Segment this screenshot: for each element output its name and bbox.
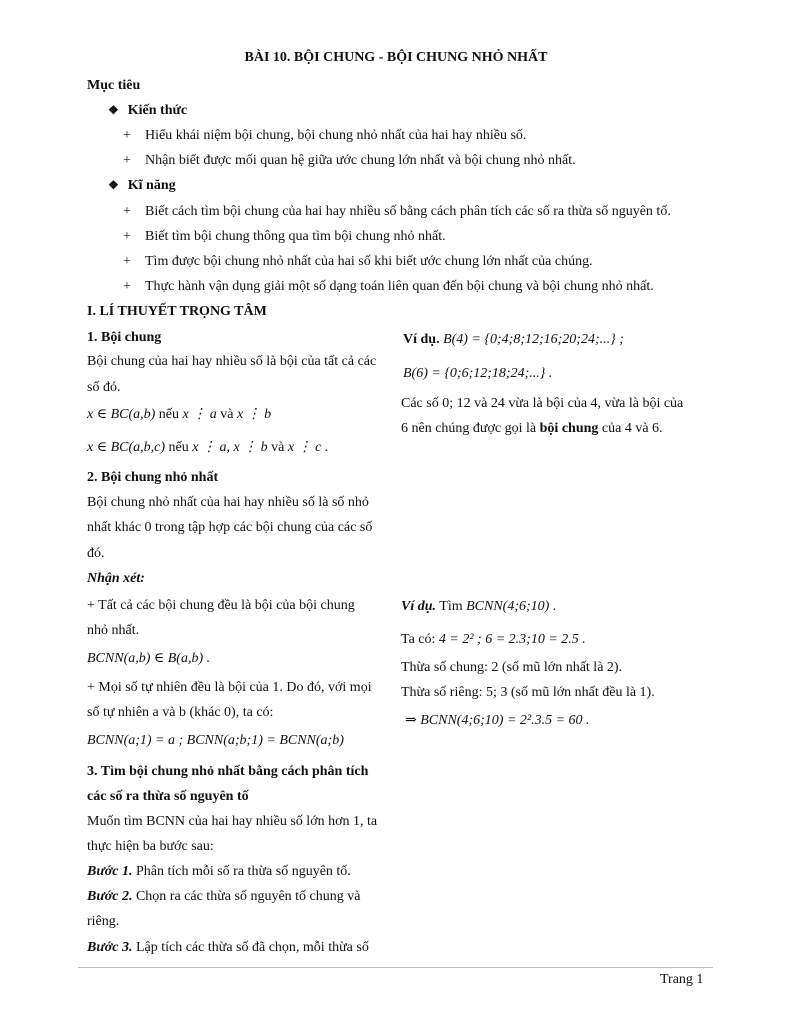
skills-item-text: Tìm được bội chung nhỏ nhất của hai số khi biết ước chung lớn nhất của chúng. xyxy=(145,254,593,269)
skills-item-text: Biết tìm bội chung thông qua tìm bội chung nhỏ nhất. xyxy=(145,229,446,244)
plus-bullet-icon: + xyxy=(123,204,131,219)
formula-part: x ⋮ c . xyxy=(287,440,329,455)
step-2 xyxy=(87,889,360,905)
formula-part: x ∈ BC(a,b) xyxy=(87,407,156,422)
formula-bc-two xyxy=(87,406,271,423)
example-text-part: của 4 và 6. xyxy=(601,421,663,436)
section-heading: I. LÍ THUYẾT TRỌNG TÂM xyxy=(87,304,267,319)
remark-line: + Tất cả các bội chung đều là bội của bội chung xyxy=(87,598,355,613)
formula-part: và xyxy=(220,407,234,422)
skills-item-text: Thực hành vận dụng giải một số dạng toán liên quan đến bội chung và bội chung nhỏ nhất. xyxy=(145,279,654,294)
lesson-title: BÀI 10. BỘI CHUNG - BỘI CHUNG NHỎ NHẤT xyxy=(244,50,548,65)
step-label: Bước 3. xyxy=(87,940,133,955)
formula-factorization: 4 = 2² ; 6 = 2.3;10 = 2.5 . xyxy=(438,632,586,647)
remark-line: + Mọi số tự nhiên đều là bội của 1. Do đó, với mọi xyxy=(87,680,372,695)
diamond-bullet-icon: ❖ xyxy=(108,178,119,192)
example-text-part: Ta có: xyxy=(401,632,436,647)
skills-item xyxy=(123,279,654,295)
objectives-heading: Mục tiêu xyxy=(87,78,141,93)
plus-bullet-icon: + xyxy=(123,229,131,244)
example-text xyxy=(401,421,663,437)
knowledge-heading xyxy=(108,103,187,119)
definition-line: Bội chung nhỏ nhất của hai hay nhiều số là số nhỏ xyxy=(87,495,369,510)
formula-part: x ⋮ b xyxy=(236,407,272,422)
formula-part: nếu xyxy=(168,440,189,455)
plus-bullet-icon: + xyxy=(123,254,131,269)
heading-lcm-method: 3. Tìm bội chung nhỏ nhất bằng cách phân tích xyxy=(87,764,369,779)
plus-bullet-icon: + xyxy=(123,153,131,168)
step-3 xyxy=(87,940,369,956)
skills-item xyxy=(123,204,671,220)
knowledge-heading-label: Kiến thức xyxy=(127,103,188,118)
example-text: Các số 0; 12 và 24 vừa là bội của 4, vừa là bội của xyxy=(401,396,684,411)
example-2-separate: Thừa số riêng: 5; 3 (số mũ lớn nhất đều là 1). xyxy=(401,685,655,700)
example-label: Ví dụ. xyxy=(401,599,437,614)
footer-divider xyxy=(78,967,713,968)
formula-multiples-4: B(4) = {0;4;8;12;16;20;24;...} ; xyxy=(443,332,624,347)
example-2-factorization xyxy=(401,632,586,648)
definition-line: Bội chung của hai hay nhiều số là bội của tất cả các xyxy=(87,354,377,369)
knowledge-item xyxy=(123,128,526,144)
remark-heading: Nhận xét: xyxy=(87,571,145,586)
remark-line: số tự nhiên a và b (khác 0), ta có: xyxy=(87,705,274,720)
skills-heading-label: Kĩ năng xyxy=(127,178,176,193)
example-text-part: Tìm xyxy=(439,599,463,614)
method-line: thực hiện ba bước sau: xyxy=(87,839,214,854)
example-2-common: Thừa số chung: 2 (số mũ lớn nhất là 2). xyxy=(401,660,623,675)
knowledge-item-text: Nhận biết được mối quan hệ giữa ước chung lớn nhất và bội chung nhỏ nhất. xyxy=(145,153,576,168)
knowledge-item xyxy=(123,153,576,169)
definition-line: đó. xyxy=(87,546,105,561)
example-label: Ví dụ. xyxy=(403,332,440,347)
step-text: Chọn ra các thừa số nguyên tố chung và xyxy=(135,889,361,904)
step-text: Lập tích các thừa số đã chọn, mỗi thừa số xyxy=(135,940,369,955)
step-text: Phân tích mỗi số ra thừa số nguyên tố. xyxy=(135,864,351,879)
knowledge-item-text: Hiểu khái niệm bội chung, bội chung nhỏ nhất của hai hay nhiều số. xyxy=(145,128,527,143)
definition-line: số đó. xyxy=(87,380,121,395)
formula-lcm-multiple: BCNN(a,b) ∈ B(a,b) . xyxy=(87,651,211,666)
example-1-line xyxy=(403,332,624,348)
formula-lcm-result: ⇒ BCNN(4;6;10) = 2².3.5 = 60 . xyxy=(405,713,590,728)
plus-bullet-icon: + xyxy=(123,279,131,294)
example-text-bold: bội chung xyxy=(539,421,599,436)
formula-part: nếu xyxy=(158,407,180,422)
method-line: Muốn tìm BCNN của hai hay nhiều số lớn hơn 1, ta xyxy=(87,814,378,829)
step-label: Bước 2. xyxy=(87,889,133,904)
formula-lcm-question: BCNN(4;6;10) . xyxy=(466,599,557,614)
definition-line: nhất khác 0 trong tập hợp các bội chung của các số xyxy=(87,520,373,535)
skills-item xyxy=(123,229,446,245)
step-label: Bước 1. xyxy=(87,864,133,879)
step-1 xyxy=(87,864,351,880)
page-number: Trang 1 xyxy=(660,972,704,987)
example-text-part: 6 nên chúng được gọi là xyxy=(401,421,537,436)
formula-bc-three xyxy=(87,439,328,456)
formula-part: x ⋮ a xyxy=(182,407,217,422)
heading-lcm: 2. Bội chung nhỏ nhất xyxy=(87,470,219,485)
step-2-cont: riêng. xyxy=(87,914,120,929)
skills-item xyxy=(123,254,593,270)
formula-part: x ∈ BC(a,b,c) xyxy=(87,440,166,455)
example-2-line xyxy=(401,599,556,615)
formula-lcm-one: BCNN(a;1) = a ; BCNN(a;b;1) = BCNN(a;b) xyxy=(87,733,344,748)
plus-bullet-icon: + xyxy=(123,128,131,143)
heading-lcm-method: các số ra thừa số nguyên tố xyxy=(87,789,249,804)
heading-common-multiple: 1. Bội chung xyxy=(87,330,162,345)
formula-part: x ⋮ a, x ⋮ b xyxy=(192,440,268,455)
remark-line: nhỏ nhất. xyxy=(87,623,140,638)
diamond-bullet-icon: ❖ xyxy=(108,103,119,117)
formula-part: và xyxy=(271,440,285,455)
skills-item-text: Biết cách tìm bội chung của hai hay nhiều số bằng cách phân tích các số ra thừa số nguyên tố. xyxy=(145,204,671,219)
skills-heading xyxy=(108,178,176,194)
formula-multiples-6: B(6) = {0;6;12;18;24;...} . xyxy=(403,366,553,381)
